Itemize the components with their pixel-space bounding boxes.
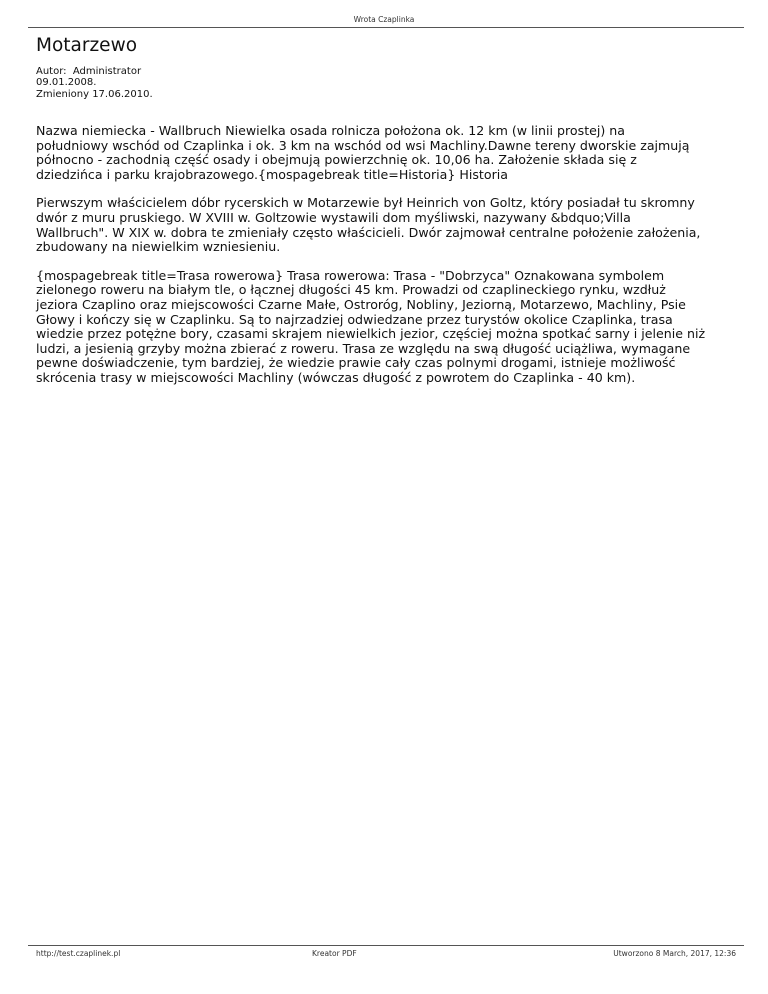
footer-divider bbox=[28, 945, 744, 946]
site-name: Wrota Czaplinka bbox=[353, 15, 415, 24]
article-body bbox=[36, 124, 736, 400]
article-meta bbox=[36, 66, 153, 100]
footer-generator: Kreator PDF bbox=[312, 949, 357, 958]
paragraph-intro: Nazwa niemiecka - Wallbruch Niewielka osada rolnicza położona ok. 12 km (w linii prostej) na południowy wschód od Czaplinka i ok. 3 km na wschód od wsi Machliny.Dawne tereny dworskie zajmują północno - zachodnią część osady i obejmują powierzchnię ok. 10,06 ha. Założenie składa się z dziedzińca i parku krajobrazowego.{mospagebreak title=Historia} Historia bbox=[36, 123, 690, 182]
date-line: 09.01.2008. bbox=[36, 77, 97, 89]
article-title: Motarzewo bbox=[36, 35, 138, 56]
footer-created: Utworzono 8 March, 2017, 12:36 bbox=[613, 949, 736, 958]
modified-line: Zmieniony 17.06.2010. bbox=[36, 88, 153, 100]
footer-url: http://test.czaplinek.pl bbox=[36, 949, 121, 958]
paragraph-bike-route: {mospagebreak title=Trasa rowerowa} Trasa rowerowa: Trasa - "Dobrzyca" Oznakowana symbolem zielonego roweru na białym tle, o łącznej długości 45 km. Prowadzi od czaplineckiego rynku, wzdłuż jeziora Czaplino oraz miejscowości Czarne Małe, Ostroróg, Nobliny, Jeziorną, Motarzewo, Machliny, Psie Głowy i kończy się w Czaplinku. Są to najrzadziej odwiedzane przez turystów okolice Czaplinka, trasa wiedzie przez potężne bory, czasami skrajem niewielkich jezior, częściej można spotkać sarny i jelenie niż ludzi, a jesienią grzyby można zbierać z roweru. Trasa ze względu na swą długość uciążliwa, wymagane pewne doświadczenie, tym bardziej, że wiedzie prawie cały czas polnymi drogami, istnieje możliwość skrócenia trasy w miejscowości Machliny (wówczas długość z powrotem do Czaplinka - 40 km). bbox=[36, 267, 706, 385]
author-line: Autor: Administrator bbox=[36, 66, 142, 77]
paragraph-history: Pierwszym właścicielem dóbr rycerskich w Motarzewie był Heinrich von Goltz, który posiadał tu skromny dwór z muru pruskiego. W XVIII w. Goltzowie wystawili dom myśliwski, nazywany &bdquo;Villa Wallbruch". W XIX w. dobra te zmieniały często właścicieli. Dwór zajmował centralne położenie założenia, zbudowany na niewielkim wzniesieniu. bbox=[36, 195, 701, 255]
header-divider bbox=[28, 27, 744, 28]
